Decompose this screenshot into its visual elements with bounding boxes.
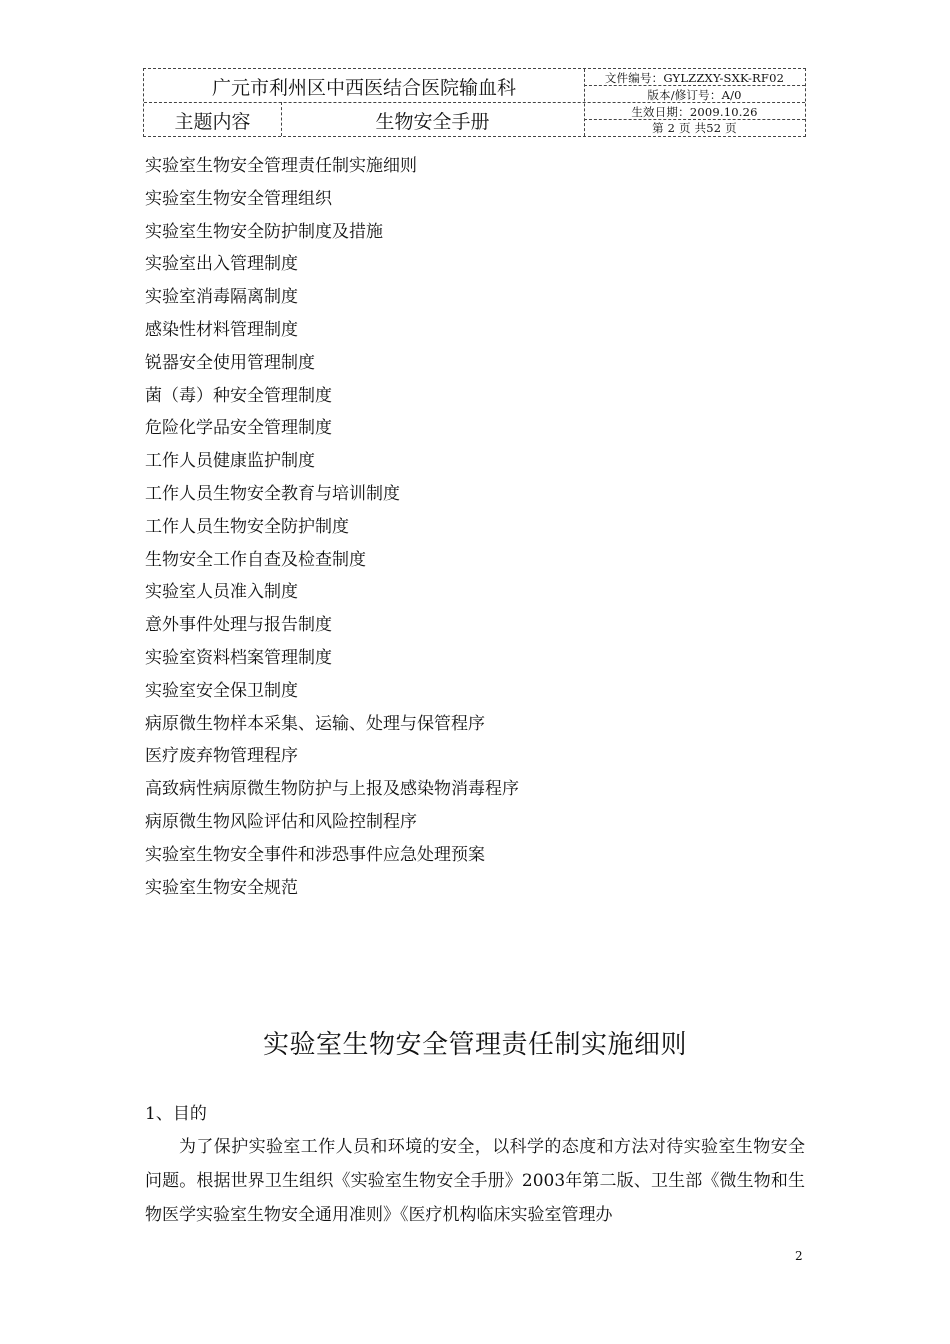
toc-item: 实验室消毒隔离制度 <box>145 287 298 308</box>
toc-item: 实验室人员准入制度 <box>145 582 298 603</box>
toc-item: 病原微生物样本采集、运输、处理与保管程序 <box>145 713 485 734</box>
toc-item: 实验室生物安全管理组织 <box>145 188 332 209</box>
toc-item: 实验室生物安全防护制度及措施 <box>145 221 383 242</box>
subject-label: 主题内容 <box>174 110 251 133</box>
doc-number: 文件编号：GYLZZXY-SXK-RF02 <box>604 70 785 85</box>
toc-item: 工作人员生物安全教育与培训制度 <box>145 483 400 504</box>
document-header-table <box>143 68 806 137</box>
toc-item: 锐器安全使用管理制度 <box>145 352 315 373</box>
toc-item: 实验室资料档案管理制度 <box>145 647 332 668</box>
toc-item: 生物安全工作自查及检查制度 <box>145 549 366 570</box>
page-number: 2 <box>795 1249 803 1263</box>
toc-item: 医疗废弃物管理程序 <box>145 746 298 767</box>
toc-item: 实验室生物安全规范 <box>145 877 298 898</box>
toc-item: 实验室安全保卫制度 <box>145 680 298 701</box>
version-number: 版本/修订号：A/0 <box>647 87 742 102</box>
section-subheading: 1、目的 <box>145 1104 207 1124</box>
section-title: 实验室生物安全管理责任制实施细则 <box>262 1030 687 1060</box>
toc-item: 工作人员生物安全防护制度 <box>145 516 349 537</box>
table-of-contents <box>145 150 519 904</box>
effective-date: 生效日期：2009.10.26 <box>631 104 758 119</box>
toc-item: 高致病性病原微生物防护与上报及感染物消毒程序 <box>145 779 519 800</box>
subject-value: 生物安全手册 <box>375 110 490 133</box>
toc-item: 菌（毒）种安全管理制度 <box>145 385 332 406</box>
toc-item: 病原微生物风险评估和风险控制程序 <box>145 811 417 832</box>
toc-item: 危险化学品安全管理制度 <box>145 418 332 439</box>
hospital-name: 广元市利州区中西医结合医院输血科 <box>211 76 516 99</box>
toc-item: 意外事件处理与报告制度 <box>145 615 332 636</box>
page-info: 第 2 页 共52 页 <box>652 121 737 135</box>
body-paragraph: 为了保护实验室工作人员和环境的安全，以科学的态度和方法对待实验室生物安全问题。根据世界卫生组织《实验室生物安全手册》2003年第二版、卫生部《微生物和生物医学实验室生物安全通用准则》《医疗机构临床实验室管理办 <box>145 1137 805 1225</box>
toc-item: 实验室生物安全管理责任制实施细则 <box>145 156 417 176</box>
toc-item: 实验室生物安全事件和涉恐事件应急处理预案 <box>145 844 485 865</box>
toc-item: 实验室出入管理制度 <box>145 254 298 275</box>
toc-item: 工作人员健康监护制度 <box>145 451 315 472</box>
toc-item: 感染性材料管理制度 <box>145 319 298 340</box>
